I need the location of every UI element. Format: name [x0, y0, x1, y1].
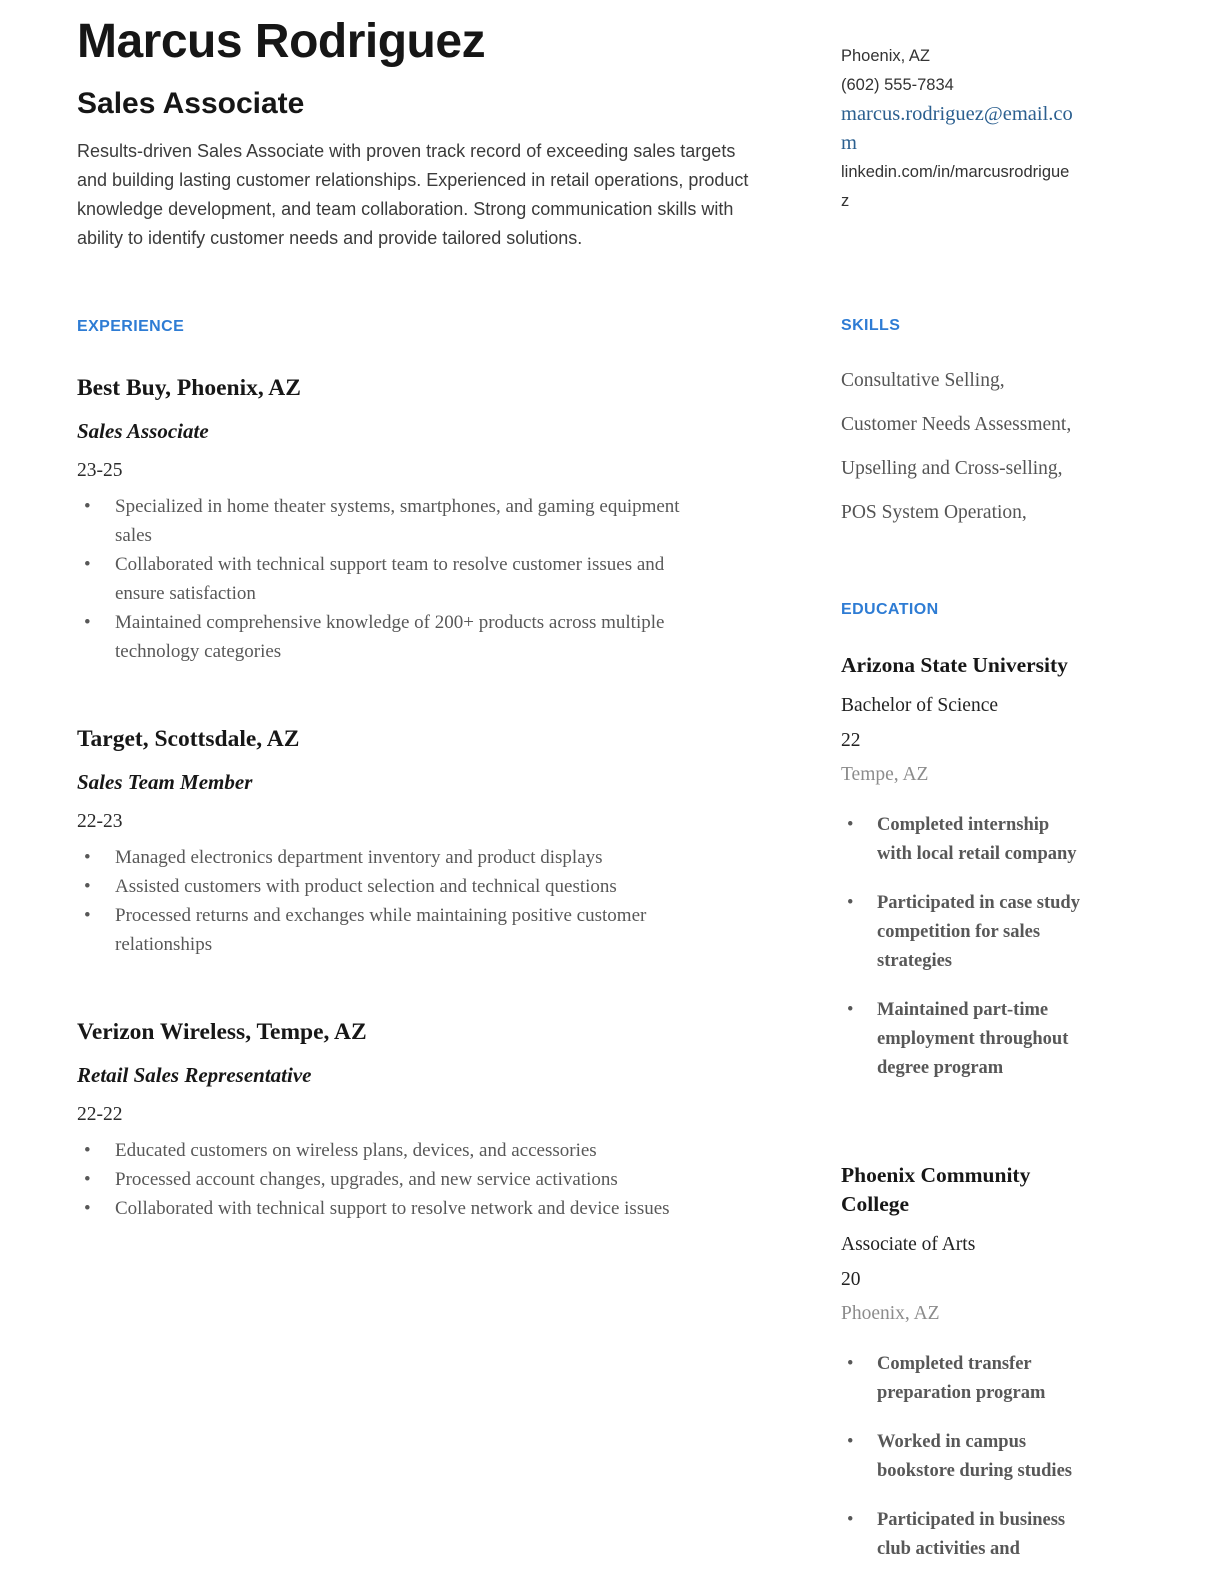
skills-section-label: SKILLS	[841, 317, 901, 334]
bullet-icon: •	[84, 1198, 91, 1219]
skill-item: POS System Operation,	[841, 502, 1027, 523]
job-bullet-text: Managed electronics department inventory and product displays	[115, 847, 603, 868]
school-bullet-text: Completed internship with local retail company	[877, 815, 1077, 864]
skill-item: Upselling and Cross-selling,	[841, 458, 1063, 479]
school-name: Arizona State University	[841, 653, 1068, 677]
job-bullet-list	[77, 492, 715, 666]
skill-item: Customer Needs Assessment,	[841, 414, 1072, 435]
bullet-icon: •	[84, 554, 91, 575]
job-bullet-list	[77, 1136, 715, 1223]
job-title: Sales Team Member	[77, 770, 253, 794]
school-bullet	[841, 1428, 1085, 1486]
job-bullet	[77, 1165, 715, 1194]
bullet-icon: •	[84, 876, 91, 897]
school-entry-pcc	[841, 1161, 1113, 1564]
school-bullet	[841, 811, 1085, 869]
job-company: Verizon Wireless, Tempe, AZ	[77, 1019, 367, 1045]
bullet-icon: •	[84, 496, 91, 517]
job-bullet-text: Collaborated with technical support team to resolve customer issues and ensure satisfaction	[115, 554, 665, 604]
bullet-icon: •	[84, 1140, 91, 1161]
job-bullet-list	[77, 843, 715, 959]
left-column	[77, 0, 785, 1584]
bullet-icon: •	[84, 905, 91, 926]
contact-linkedin: linkedin.com/in/marcusrodriguez	[841, 163, 1070, 210]
job-company: Target, Scottsdale, AZ	[77, 726, 300, 752]
job-title: Sales Associate	[77, 419, 209, 443]
school-name: Phoenix Community College	[841, 1163, 1031, 1216]
job-entry-best-buy	[77, 373, 785, 666]
job-bullet-text: Processed returns and exchanges while maintaining positive customer relationships	[115, 905, 647, 955]
bullet-icon: •	[847, 1354, 854, 1374]
job-company: Best Buy, Phoenix, AZ	[77, 375, 301, 401]
education-section	[841, 600, 1113, 1564]
job-bullet	[77, 901, 715, 959]
skill-item: Consultative Selling,	[841, 370, 1005, 391]
job-bullet	[77, 608, 715, 666]
contact-phone: (602) 555-7834	[841, 76, 954, 94]
job-entry-verizon	[77, 1017, 785, 1223]
email-link[interactable]: marcus.rodriguez@email.com	[841, 103, 1073, 154]
job-bullet-text: Processed account changes, upgrades, and new service activations	[115, 1169, 618, 1190]
school-bullet-list	[841, 811, 1085, 1083]
job-bullet-text: Specialized in home theater systems, smartphones, and gaming equipment sales	[115, 496, 680, 546]
job-bullet	[77, 843, 715, 872]
bullet-icon: •	[84, 847, 91, 868]
school-bullet-text: Worked in campus bookstore during studies	[877, 1432, 1072, 1481]
job-bullet-text: Maintained comprehensive knowledge of 200+ products across multiple technology categories	[115, 612, 665, 662]
job-dates: 23-25	[77, 460, 123, 481]
job-bullet-text: Collaborated with technical support to resolve network and device issues	[115, 1198, 670, 1219]
summary-paragraph: Results-driven Sales Associate with proven track record of exceeding sales targets and building lasting customer relationships. Experienced in retail operations, product knowledge development, and team collaboration. Strong communication skills with ability to identify customer needs and provide tailored solutions.	[77, 141, 749, 248]
school-location: Tempe, AZ	[841, 764, 929, 785]
job-dates: 22-23	[77, 811, 123, 832]
school-bullet-text: Participated in case study competition for sales strategies	[877, 893, 1080, 971]
school-bullet-text: Participated in business club activities and	[877, 1510, 1066, 1559]
school-bullet-list	[841, 1350, 1085, 1564]
school-year: 20	[841, 1269, 861, 1290]
experience-section-label: EXPERIENCE	[77, 318, 185, 335]
person-role-title: Sales Associate	[77, 87, 305, 120]
job-dates: 22-22	[77, 1104, 123, 1125]
job-bullet	[77, 550, 715, 608]
job-bullet	[77, 872, 715, 901]
school-location: Phoenix, AZ	[841, 1303, 940, 1324]
bullet-icon: •	[847, 1510, 854, 1530]
school-year: 22	[841, 730, 861, 751]
school-bullet	[841, 1350, 1085, 1408]
job-bullet	[77, 1136, 715, 1165]
school-bullet-text: Maintained part-time employment throughout degree program	[877, 1000, 1069, 1078]
school-entry-asu	[841, 651, 1113, 1083]
person-name: Marcus Rodriguez	[77, 15, 486, 68]
bullet-icon: •	[847, 1000, 854, 1020]
job-entry-target	[77, 724, 785, 959]
right-column	[841, 0, 1113, 1584]
school-bullet	[841, 996, 1085, 1083]
experience-section	[77, 317, 785, 1223]
bullet-icon: •	[847, 815, 854, 835]
job-bullet	[77, 492, 715, 550]
bullet-icon: •	[84, 612, 91, 633]
school-bullet	[841, 889, 1085, 976]
education-section-label: EDUCATION	[841, 601, 939, 618]
skills-section	[841, 316, 1113, 527]
job-bullet-text: Educated customers on wireless plans, devices, and accessories	[115, 1140, 597, 1161]
school-bullet	[841, 1506, 1085, 1564]
contact-block	[841, 42, 1075, 216]
school-degree: Associate of Arts	[841, 1234, 976, 1255]
bullet-icon: •	[84, 1169, 91, 1190]
bullet-icon: •	[847, 1432, 854, 1452]
school-bullet-text: Completed transfer preparation program	[877, 1354, 1046, 1403]
school-degree: Bachelor of Science	[841, 695, 999, 716]
job-title: Retail Sales Representative	[77, 1063, 312, 1087]
job-bullet-text: Assisted customers with product selection and technical questions	[115, 876, 617, 897]
contact-location: Phoenix, AZ	[841, 47, 930, 65]
skill-list	[841, 366, 1113, 527]
bullet-icon: •	[847, 893, 854, 913]
job-bullet	[77, 1194, 715, 1223]
